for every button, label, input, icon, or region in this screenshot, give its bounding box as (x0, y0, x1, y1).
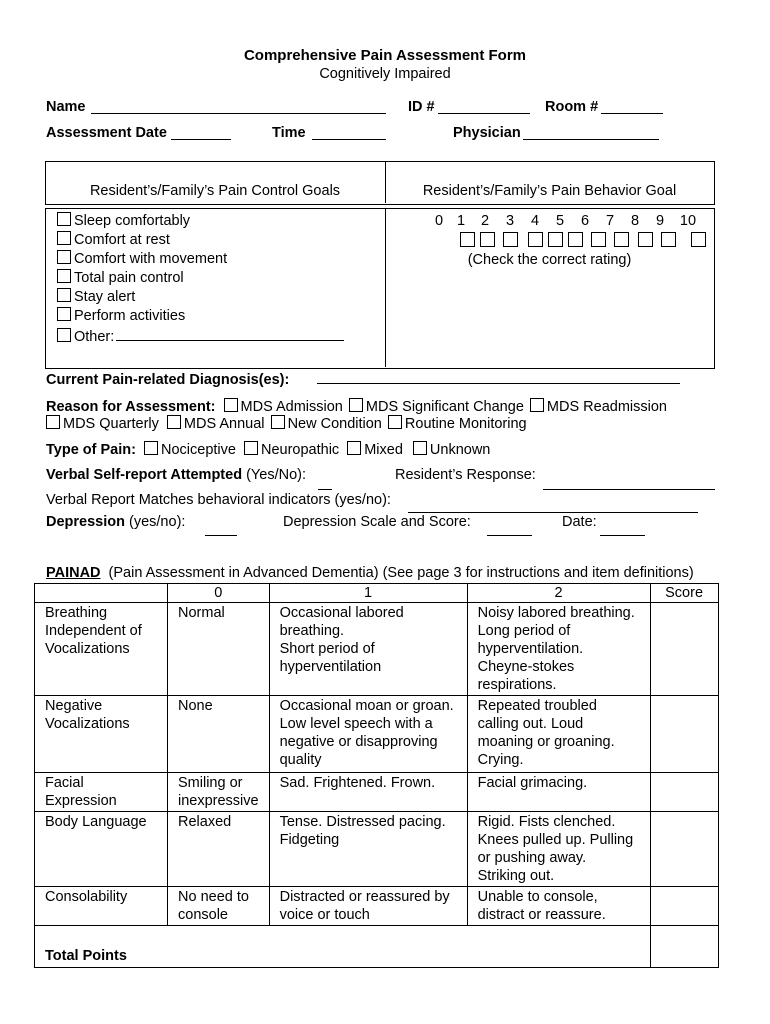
rating-number: 3 (505, 213, 515, 229)
rating-number: 5 (555, 213, 565, 229)
time-field[interactable] (312, 125, 386, 140)
depression-scale-label: Depression Scale and Score: (283, 514, 471, 530)
diagnosis-label: Current Pain-related Diagnosis(es): (46, 372, 290, 388)
goal-item[interactable]: Sleep comfortably (57, 212, 344, 231)
id-field[interactable] (438, 99, 530, 114)
item-cell: Negative Vocalizations (35, 696, 168, 773)
header-cell: 1 (269, 584, 467, 603)
goal-checkbox[interactable] (57, 231, 71, 245)
depression-date-field[interactable] (600, 521, 645, 536)
reason-option: MDS Quarterly (63, 416, 159, 432)
rating-checkbox[interactable] (591, 232, 606, 247)
reason-option: MDS Readmission (546, 399, 667, 415)
score-1-cell: Occasional moan or groan. Low level speech with a negative or disapproving quality (269, 696, 467, 773)
control-goals-header: Resident’s/Family’s Pain Control Goals (89, 183, 341, 199)
behavior-goal-header: Resident’s/Family’s Pain Behavior Goal (422, 183, 677, 199)
goal-checkbox[interactable] (57, 212, 71, 226)
time-label: Time (272, 125, 306, 141)
rating-checkbox[interactable] (638, 232, 653, 247)
depression-label: Depression (46, 514, 125, 530)
table-row (35, 887, 719, 926)
rating-checkbox[interactable] (661, 232, 676, 247)
assessment-date-label: Assessment Date (46, 125, 167, 141)
depression-row (46, 514, 185, 530)
verbal-label: Verbal Self-report Attempted (46, 467, 243, 483)
score-1-cell: Occasional labored breathing. Short period of hyperventilation (269, 603, 467, 696)
name-field[interactable] (91, 99, 386, 114)
assessment-date-field[interactable] (171, 125, 231, 140)
depression-scale-field[interactable] (487, 521, 532, 536)
rating-number: 10 (679, 213, 697, 229)
rating-checkbox[interactable] (568, 232, 583, 247)
score-0-cell: No need to console (168, 887, 270, 926)
reason-checkbox[interactable] (349, 398, 363, 412)
rating-checkbox[interactable] (480, 232, 495, 247)
other-goal-field[interactable] (116, 326, 344, 341)
score-0-cell: None (168, 696, 270, 773)
rating-scale (429, 213, 711, 253)
reason-checkbox[interactable] (46, 415, 60, 429)
rating-number: 9 (655, 213, 665, 229)
depression-suffix: (yes/no): (129, 514, 186, 530)
item-cell: Breathing Independent of Vocalizations (35, 603, 168, 696)
score-0-cell: Relaxed (168, 812, 270, 887)
rating-checkbox[interactable] (614, 232, 629, 247)
score-2-cell: Rigid. Fists clenched. Knees pulled up. Pulling or pushing away. Striking out. (467, 812, 650, 887)
reason-checkbox[interactable] (167, 415, 181, 429)
score-2-cell: Unable to console, distract or reassure. (467, 887, 650, 926)
reason-checkbox[interactable] (388, 415, 402, 429)
goals-body-divider (385, 208, 386, 367)
score-2-cell: Repeated troubled calling out. Loud moaning or groaning. Crying. (467, 696, 650, 773)
goal-list (57, 212, 344, 345)
goal-item[interactable]: Perform activities (57, 307, 344, 326)
rating-checkbox[interactable] (460, 232, 475, 247)
item-cell: Consolability (35, 887, 168, 926)
goal-item[interactable]: Total pain control (57, 269, 344, 288)
goal-item[interactable]: Other: (57, 326, 344, 345)
rating-number: 8 (630, 213, 640, 229)
room-label: Room # (545, 99, 599, 115)
pain-type-checkbox[interactable] (244, 441, 258, 455)
table-header-row (35, 584, 719, 603)
name-label: Name (46, 99, 86, 115)
rating-checkbox[interactable] (503, 232, 518, 247)
form-subtitle: Cognitively Impaired (319, 66, 451, 82)
pain-type-label: Type of Pain: (46, 442, 136, 458)
rating-note: (Check the correct rating) (467, 252, 632, 268)
table-row (35, 773, 719, 812)
score-0-cell: Smiling or inexpressive (168, 773, 270, 812)
goal-item[interactable]: Comfort at rest (57, 231, 344, 250)
rating-checkbox[interactable] (548, 232, 563, 247)
form-title: Comprehensive Pain Assessment Form (243, 47, 527, 64)
total-points-label: Total Points (35, 926, 651, 968)
score-entry-cell[interactable] (650, 603, 718, 696)
rating-checkbox[interactable] (528, 232, 543, 247)
reason-option: Routine Monitoring (404, 416, 527, 432)
pain-type-checkbox[interactable] (413, 441, 427, 455)
header-cell: 0 (168, 584, 270, 603)
table-row (35, 696, 719, 773)
reason-row-2 (46, 415, 527, 432)
verbal-suffix: (Yes/No): (246, 467, 306, 483)
resident-response-label: Resident’s Response: (395, 467, 536, 483)
header-cell (35, 584, 168, 603)
pain-type-option: Mixed (364, 442, 403, 458)
total-points-field[interactable] (650, 926, 718, 968)
rating-number: 4 (530, 213, 540, 229)
depression-field[interactable] (205, 521, 237, 536)
verbal-field[interactable] (318, 475, 332, 490)
table-row (35, 603, 719, 696)
reason-checkbox[interactable] (271, 415, 285, 429)
physician-field[interactable] (523, 125, 659, 140)
rating-number: 6 (580, 213, 590, 229)
score-2-cell: Facial grimacing. (467, 773, 650, 812)
goal-checkbox[interactable] (57, 288, 71, 302)
score-1-cell: Tense. Distressed pacing. Fidgeting (269, 812, 467, 887)
room-field[interactable] (601, 99, 663, 114)
diagnosis-field[interactable] (317, 369, 680, 384)
goal-checkbox[interactable] (57, 269, 71, 283)
physician-label: Physician (453, 125, 521, 141)
score-entry-cell[interactable] (650, 773, 718, 812)
goal-checkbox[interactable] (57, 328, 71, 342)
score-entry-cell[interactable] (650, 812, 718, 887)
painad-title: PAINAD (46, 565, 101, 581)
goal-item[interactable]: Stay alert (57, 288, 344, 307)
goal-checkbox[interactable] (57, 307, 71, 321)
rating-checkbox[interactable] (691, 232, 706, 247)
score-1-cell: Distracted or reassured by voice or touch (269, 887, 467, 926)
item-cell: Body Language (35, 812, 168, 887)
painad-heading (46, 565, 694, 581)
reason-checkbox[interactable] (224, 398, 238, 412)
reason-option: MDS Admission (240, 399, 343, 415)
rating-number: 7 (605, 213, 615, 229)
score-0-cell: Normal (168, 603, 270, 696)
table-row (35, 812, 719, 887)
verbal-row (46, 467, 306, 483)
pain-type-checkbox[interactable] (144, 441, 158, 455)
rating-number: 1 (456, 213, 466, 229)
depression-date-label: Date: (562, 514, 597, 530)
reason-option: New Condition (287, 416, 382, 432)
painad-table (34, 583, 719, 968)
item-cell: Facial Expression (35, 773, 168, 812)
goal-checkbox[interactable] (57, 250, 71, 264)
header-cell: Score (650, 584, 718, 603)
reason-option: MDS Significant Change (365, 399, 524, 415)
score-1-cell: Sad. Frightened. Frown. (269, 773, 467, 812)
score-2-cell: Noisy labored breathing. Long period of hyperventilation. Cheyne-stokes respirations. (467, 603, 650, 696)
verbal-matches-field[interactable] (408, 498, 698, 513)
pain-type-option: Neuropathic (260, 442, 340, 458)
rating-number: 0 (434, 213, 444, 229)
pain-type-checkbox[interactable] (347, 441, 361, 455)
pain-type-option: Nociceptive (161, 442, 236, 458)
reason-checkbox[interactable] (530, 398, 544, 412)
score-entry-cell[interactable] (650, 696, 718, 773)
header-cell: 2 (467, 584, 650, 603)
total-row (35, 926, 719, 968)
resident-response-field[interactable] (543, 475, 715, 490)
verbal-matches-label: Verbal Report Matches behavioral indicators (yes/no): (46, 492, 391, 508)
pain-type-option: Unknown (429, 442, 491, 458)
reason-row-1 (46, 398, 667, 415)
score-entry-cell[interactable] (650, 887, 718, 926)
painad-description: (Pain Assessment in Advanced Dementia) (See page 3 for instructions and item definitions) (108, 565, 694, 581)
goal-item[interactable]: Comfort with movement (57, 250, 344, 269)
id-label: ID # (408, 99, 435, 115)
rating-number: 2 (480, 213, 490, 229)
reason-option: MDS Annual (183, 416, 265, 432)
pain-type-row (46, 441, 490, 458)
reason-label: Reason for Assessment: (46, 399, 216, 415)
